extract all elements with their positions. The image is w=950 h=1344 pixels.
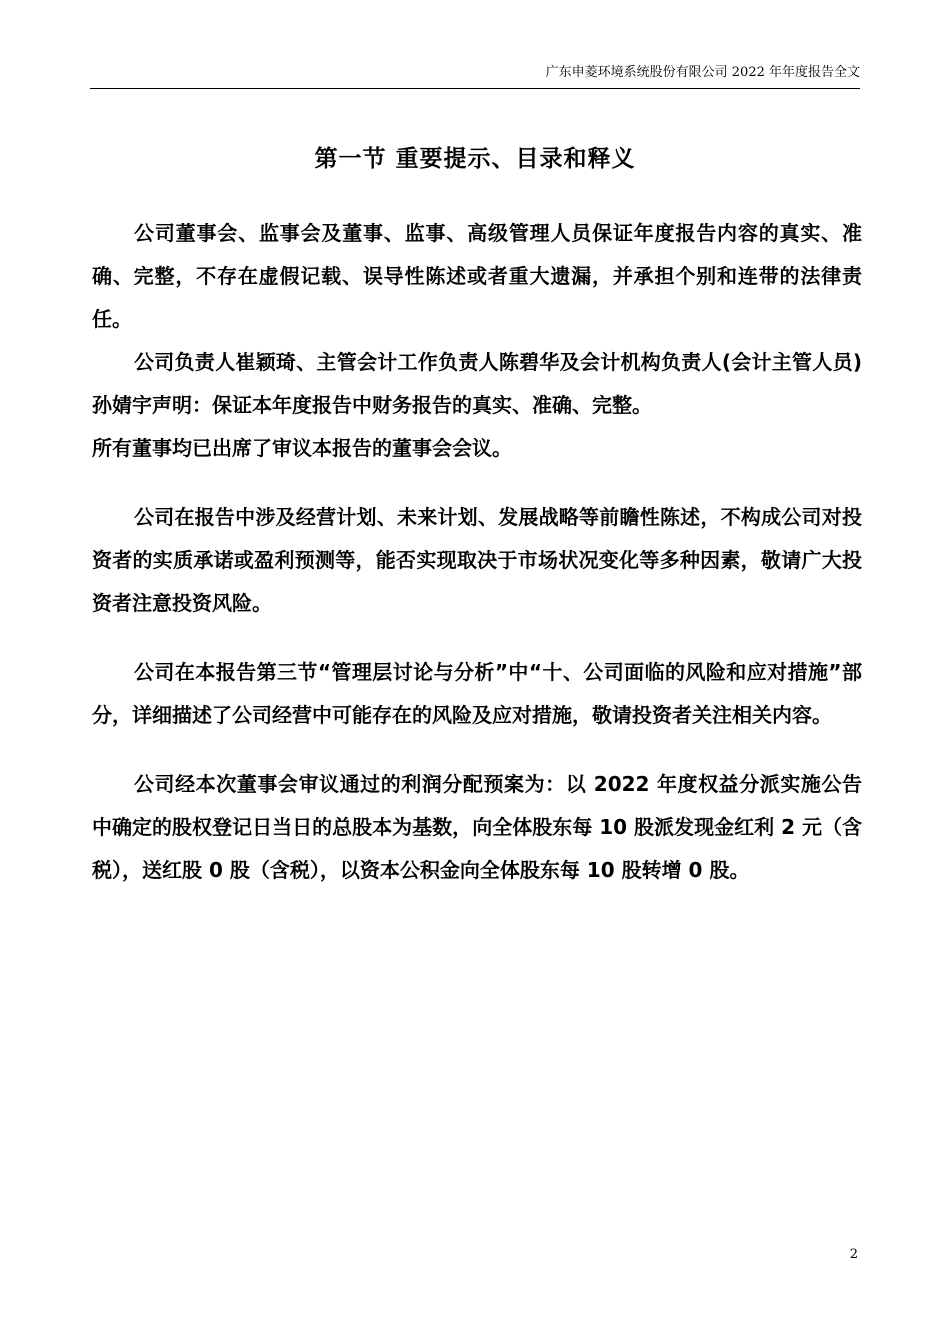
paragraph-risk-reference: 公司在本报告第三节“管理层讨论与分析”中“十、公司面临的风险和应对措施”部分，详细描述了公司经营中可能存在的风险及应对措施，敬请投资者关注相关内容。 xyxy=(92,660,862,727)
header-text: 广东申菱环境系统股份有限公司 2022 年年度报告全文 xyxy=(545,65,860,80)
paragraph-forward-looking: 公司在报告中涉及经营计划、未来计划、发展战略等前瞻性陈述，不构成公司对投资者的实质承诺或盈利预测等，能否实现取决于市场状况变化等多种因素，敬请广大投资者注意投资风险。 xyxy=(92,505,862,615)
section-title: 第一节 重要提示、目录和释义 xyxy=(314,146,636,172)
body-content xyxy=(92,212,862,892)
paragraph-profit-distribution: 公司经本次董事会审议通过的利润分配预案为：以 2022 年度权益分派实施公告中确定的股权登记日当日的总股本为基数，向全体股东每 10 股派发现金红利 2 元（含税），送红股 0 股（含税），以资本公积金向全体股东每 10 股转增 0 股。 xyxy=(92,772,862,882)
paragraph-board-attendance: 所有董事均已出席了审议本报告的董事会会议。 xyxy=(92,436,512,460)
page-header xyxy=(90,62,860,89)
paragraph-responsibility-statement: 公司董事会、监事会及董事、监事、高级管理人员保证年度报告内容的真实、准确、完整，不存在虚假记载、误导性陈述或者重大遗漏，并承担个别和连带的法律责任。 xyxy=(92,221,862,331)
page-number: 2 xyxy=(849,1247,858,1262)
paragraph-officer-declaration: 公司负责人崔颖琦、主管会计工作负责人陈碧华及会计机构负责人(会计主管人员)孙婧宇声明：保证本年度报告中财务报告的真实、准确、完整。 xyxy=(92,350,862,417)
